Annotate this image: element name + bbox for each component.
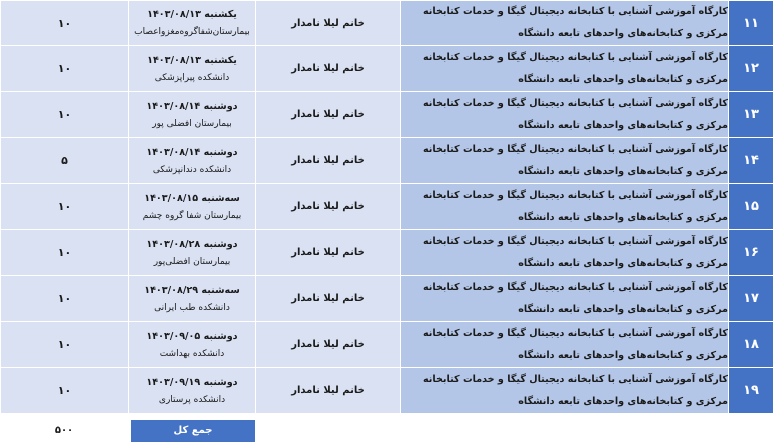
table-row	[1, 184, 773, 230]
date-venue-cell	[129, 230, 256, 276]
session-date: دوشنبه ۱۴۰۳/۰۸/۱۴	[146, 100, 238, 112]
workshop-title-line1: کارگاه آموزشی آشنایی با کتابخانه دیجیتال گیگا و خدمات کتابخانه	[422, 235, 728, 247]
session-date: دوشنبه ۱۴۰۳/۰۹/۰۵	[146, 330, 238, 342]
session-venue: دانشکده بهداشت	[159, 348, 225, 359]
workshop-title-line2: مرکزی و کتابخانه‌های واحدهای تابعه دانشگاه	[518, 395, 728, 407]
row-number-cell	[729, 184, 773, 230]
table-row	[1, 1, 773, 46]
instructor-name: خانم لیلا نامدار	[291, 247, 365, 258]
workshop-title-line1: کارگاه آموزشی آشنایی با کتابخانه دیجیتال گیگا و خدمات کتابخانه	[422, 281, 728, 293]
session-venue: بیمارستان شفا گروه چشم	[142, 210, 242, 221]
instructor-name: خانم لیلا نامدار	[291, 385, 365, 396]
total-value: ۵۰۰	[54, 425, 74, 436]
instructor-name: خانم لیلا نامدار	[291, 109, 365, 120]
row-number: ۱۱	[743, 15, 759, 31]
row-number-cell	[729, 322, 773, 368]
session-venue: دانشکده پیراپزشکی	[154, 72, 230, 83]
date-venue-cell	[129, 322, 256, 368]
session-venue: دانشکده طب ایرانی	[154, 302, 230, 313]
workshop-title-cell	[401, 46, 729, 92]
instructor-name: خانم لیلا نامدار	[291, 339, 365, 350]
table-row	[1, 276, 773, 322]
capacity-cell	[1, 138, 129, 184]
table-row	[1, 230, 773, 276]
row-number: ۱۸	[743, 337, 759, 352]
session-date: سه‌شنبه ۱۴۰۳/۰۸/۱۵	[144, 192, 240, 204]
session-venue: بیمارستان‌شفاگروه‌مغزواعصاب	[134, 27, 250, 37]
capacity-cell	[1, 322, 129, 368]
capacity-cell	[1, 46, 129, 92]
workshop-title-line1: کارگاه آموزشی آشنایی با کتابخانه دیجیتال گیگا و خدمات کتابخانه	[422, 373, 728, 385]
table-row	[1, 368, 773, 414]
instructor-cell	[256, 184, 401, 230]
instructor-name: خانم لیلا نامدار	[291, 63, 365, 74]
instructor-cell	[256, 322, 401, 368]
workshop-title-cell	[401, 230, 729, 276]
workshop-title-line2: مرکزی و کتابخانه‌های واحدهای تابعه دانشگاه	[518, 73, 728, 85]
instructor-cell	[256, 92, 401, 138]
workshop-title-line1: کارگاه آموزشی آشنایی با کتابخانه دیجیتال گیگا و خدمات کتابخانه	[422, 97, 728, 109]
date-venue-cell	[129, 92, 256, 138]
session-venue: دانشکده پرستاری	[158, 394, 226, 405]
instructor-cell	[256, 276, 401, 322]
workshop-title-cell	[401, 1, 729, 46]
table-row	[1, 322, 773, 368]
row-number-cell	[729, 46, 773, 92]
workshop-title-cell	[401, 184, 729, 230]
date-venue-cell	[129, 1, 256, 46]
row-number: ۱۲	[743, 61, 759, 76]
instructor-cell	[256, 230, 401, 276]
capacity-value: ۱۰	[57, 384, 72, 397]
workshop-title-line1: کارگاه آموزشی آشنایی با کتابخانه دیجیتال گیگا و خدمات کتابخانه	[422, 143, 728, 155]
row-number-cell	[729, 138, 773, 184]
capacity-cell	[1, 230, 129, 276]
capacity-value: ۵	[61, 154, 68, 167]
session-date: دوشنبه ۱۴۰۳/۰۸/۱۴	[146, 146, 238, 158]
row-number: ۱۵	[743, 199, 759, 214]
total-label: جمع کل	[131, 420, 255, 442]
row-number-cell	[729, 230, 773, 276]
session-date: دوشنبه ۱۴۰۳/۰۹/۱۹	[146, 376, 238, 388]
capacity-value: ۱۰	[57, 292, 72, 305]
session-venue: بیمارستان افضلی‌پور	[153, 256, 231, 267]
row-number-cell	[729, 92, 773, 138]
workshop-title-line1: کارگاه آموزشی آشنایی با کتابخانه دیجیتال گیگا و خدمات کتابخانه	[422, 189, 728, 201]
workshop-title-line2: مرکزی و کتابخانه‌های واحدهای تابعه دانشگاه	[518, 165, 728, 177]
row-number: ۱۴	[743, 153, 759, 168]
table-row	[1, 92, 773, 138]
date-venue-cell	[129, 184, 256, 230]
capacity-cell	[1, 92, 129, 138]
session-date: دوشنبه ۱۴۰۳/۰۸/۲۸	[146, 238, 238, 250]
instructor-name: خانم لیلا نامدار	[291, 201, 365, 212]
session-date: یکشنبه ۱۴۰۳/۰۸/۱۳	[147, 54, 237, 66]
workshop-title-line1: کارگاه آموزشی آشنایی با کتابخانه دیجیتال گیگا و خدمات کتابخانه	[422, 51, 728, 63]
row-number: ۱۷	[743, 291, 759, 306]
instructor-name: خانم لیلا نامدار	[291, 17, 365, 29]
capacity-cell	[1, 368, 129, 414]
capacity-cell	[1, 184, 129, 230]
workshop-title-line2: مرکزی و کتابخانه‌های واحدهای تابعه دانشگاه	[518, 211, 728, 223]
capacity-value: ۱۰	[57, 338, 72, 351]
date-venue-cell	[129, 276, 256, 322]
row-number-cell	[729, 276, 773, 322]
instructor-cell	[256, 1, 401, 46]
workshop-title-cell	[401, 276, 729, 322]
table-row	[1, 138, 773, 184]
session-venue: دانشکده دندانپزشکی	[152, 164, 232, 175]
instructor-name: خانم لیلا نامدار	[291, 293, 365, 304]
instructor-cell	[256, 138, 401, 184]
table-row	[1, 46, 773, 92]
capacity-value: ۱۰	[57, 62, 72, 75]
workshop-title-line2: مرکزی و کتابخانه‌های واحدهای تابعه دانشگاه	[518, 257, 728, 269]
workshop-title-line1: کارگاه آموزشی آشنایی با کتابخانه دیجیتال گیگا و خدمات کتابخانه	[422, 327, 728, 339]
workshop-title-cell	[401, 138, 729, 184]
workshop-title-line2: مرکزی و کتابخانه‌های واحدهای تابعه دانشگاه	[518, 303, 728, 315]
session-date: سه‌شنبه ۱۴۰۳/۰۸/۲۹	[144, 284, 240, 296]
capacity-value: ۱۰	[57, 246, 72, 259]
workshop-title-line2: مرکزی و کتابخانه‌های واحدهای تابعه دانشگاه	[518, 28, 728, 39]
row-number: ۱۶	[743, 245, 759, 260]
workshop-rows	[1, 1, 773, 414]
workshop-title-line1: کارگاه آموزشی آشنایی با کتابخانه دیجیتال گیگا و خدمات کتابخانه	[422, 6, 728, 17]
session-date: یکشنبه ۱۴۰۳/۰۸/۱۳	[147, 9, 237, 20]
capacity-value: ۱۰	[57, 200, 72, 213]
capacity-cell	[1, 276, 129, 322]
row-number-cell	[729, 368, 773, 414]
instructor-cell	[256, 46, 401, 92]
workshop-title-cell	[401, 368, 729, 414]
date-venue-cell	[129, 368, 256, 414]
date-venue-cell	[129, 138, 256, 184]
workshop-title-line2: مرکزی و کتابخانه‌های واحدهای تابعه دانشگاه	[518, 349, 728, 361]
workshop-title-cell	[401, 322, 729, 368]
instructor-name: خانم لیلا نامدار	[291, 155, 365, 166]
capacity-value: ۱۰	[57, 108, 72, 121]
session-venue: بیمارستان افضلی پور	[152, 118, 232, 129]
instructor-cell	[256, 368, 401, 414]
row-number-cell	[729, 1, 773, 46]
workshop-title-line2: مرکزی و کتابخانه‌های واحدهای تابعه دانشگاه	[518, 119, 728, 131]
capacity-cell	[1, 1, 129, 46]
row-number: ۱۹	[743, 383, 759, 398]
date-venue-cell	[129, 46, 256, 92]
workshop-title-cell	[401, 92, 729, 138]
row-number: ۱۳	[743, 107, 759, 122]
capacity-value: ۱۰	[57, 16, 72, 30]
